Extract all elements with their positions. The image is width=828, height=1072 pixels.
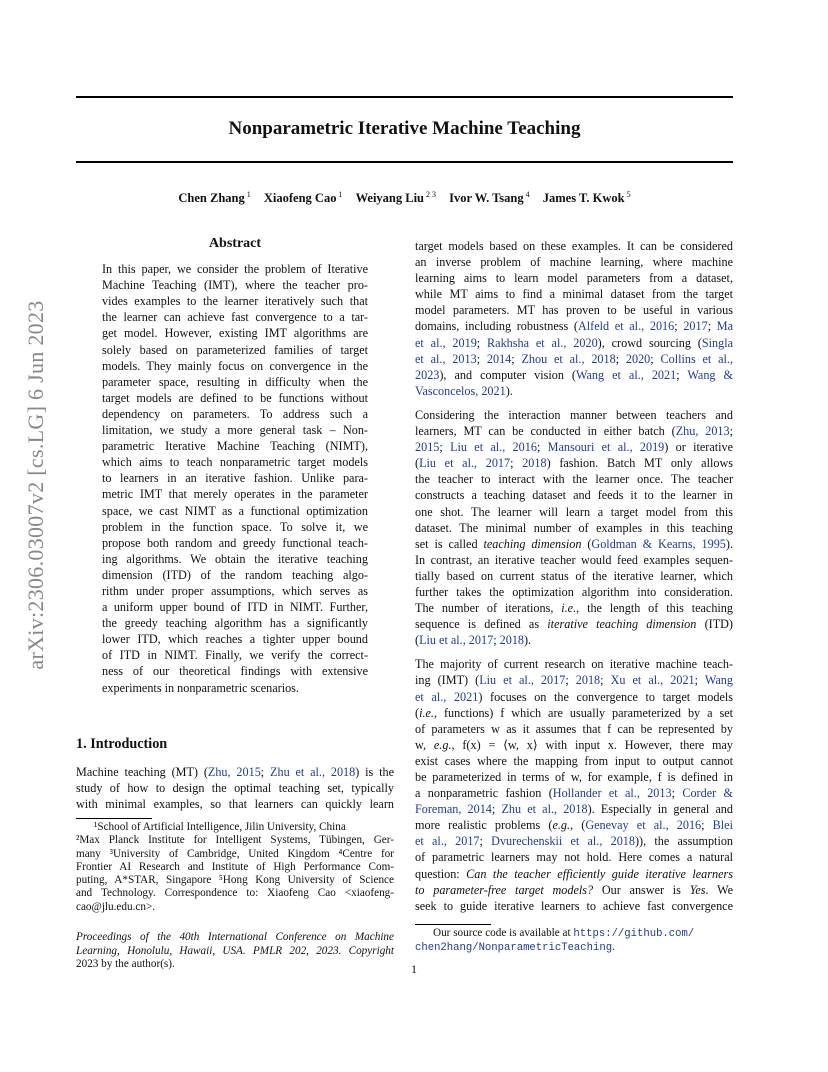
abstract-line: ing algorithms. We obtain the iterative teaching xyxy=(102,551,368,566)
citation-link[interactable]: Xu et al., 2021 xyxy=(610,673,695,688)
citation-link[interactable]: Alfeld et al., 2016 xyxy=(577,319,675,334)
repository-link[interactable]: https://github.com/ xyxy=(573,928,695,940)
abstract-line: propose both random and greedy functional teach- xyxy=(102,535,368,550)
arxiv-identifier-stamp: arXiv:2306.03007v2 [cs.LG] 6 Jun 2023 xyxy=(23,300,48,670)
repository-link[interactable]: chen2hang/NonparametricTeaching xyxy=(415,942,613,955)
abstract-line: dimension (ITD) of the random teaching algo- xyxy=(102,567,368,582)
page-number: 1 xyxy=(411,962,417,976)
title-top-rule xyxy=(76,96,733,98)
abstract-line: dependency on parameters. To address such a xyxy=(102,406,368,421)
citation-link[interactable]: Rakhsha et al., 2020 xyxy=(487,335,598,350)
abstract-line: space, we cast NIMT as a functional optimization xyxy=(102,503,368,518)
citation-link[interactable]: Singla xyxy=(701,335,734,350)
paper-title: Nonparametric Iterative Machine Teaching xyxy=(228,118,581,139)
intro-line: study of how to design the optimal teaching set, typically xyxy=(76,780,394,795)
citation-link[interactable]: 2020 xyxy=(625,351,651,366)
abstract-heading: Abstract xyxy=(208,236,262,251)
citation-link[interactable]: Liu et al., 2017 xyxy=(419,456,511,471)
citation-link[interactable]: Genevay et al., 2016 xyxy=(585,818,702,833)
intro-paragraph xyxy=(76,764,394,812)
title-bottom-rule xyxy=(76,161,733,163)
citation-link[interactable]: et al., 2019 xyxy=(415,335,477,350)
abstract-line: to learners in an iterative fashion. Unlike para- xyxy=(102,471,368,486)
citation-link[interactable]: 2015 xyxy=(415,440,440,455)
citation-link[interactable]: Hollander et al., 2013 xyxy=(552,786,672,801)
citation-link[interactable]: Vasconcelos, 2021 xyxy=(415,383,506,398)
citation-link[interactable]: 2023 xyxy=(415,367,440,382)
abstract-line: lower ITD, which reaches a tighter upper bound xyxy=(102,632,368,647)
citation-link[interactable]: Liu et al., 2016 xyxy=(450,440,537,455)
section-heading-introduction: 1. Introduction xyxy=(76,735,168,752)
abstract-line: vides examples to the learner iteratively such that xyxy=(102,294,368,309)
citation-link[interactable]: 2018 xyxy=(522,456,547,471)
paragraph: The majority of current research on iterative machine teach- ing (IMT) (Liu et al., 2017; 2018; Xu et al., 2021; Wang et al., 2021) focuses on the convergence to target models (i.e., functions) f which are usually parameterized by a set of parameters w as it assumes that f can be represented by w, e.g., f(x) = ⟨w, x⟩ with input x. However, there may exist cases where the mapping from input to output cannot be parameterized in terms of w, for example, f is defined in a nonparametric fashion (Hollander et al., 2013; Corder & Foreman, 2014; Zhu et al., 2018). Especially in general and more realistic problems (e.g., (Genevay et al., 2016; Blei et al., 2017; Dvurechenskii et al., 2018)), the assumption of parametric learners may not hold. Here comes a natural question: Can the teacher efficiently guide iterative learners to parameter-free target models? Our answer is Yes. We seek to guide iterative learners to achieve fast convergence xyxy=(415,657,734,913)
citation-link[interactable]: Dvurechenskii et al., 2018 xyxy=(491,834,635,849)
citation-link[interactable]: Collins et al., xyxy=(660,351,733,366)
footnote-rule xyxy=(415,924,491,925)
author: Weiyang Liu $^{2 3}$ xyxy=(355,190,437,206)
abstract-line: solely based on parameterized families of target xyxy=(102,342,368,357)
citation-link[interactable]: et al., 2013 xyxy=(415,351,477,366)
affiliations-footnote: ¹School of Artificial Intelligence, Jilin University, China ²Max Planck Institute for Intelligent Systems, Tübingen, Ger- many ³University of Cambridge, United Kingdom ⁴Centre for Frontier AI Research and Institute of High Performance Com- puting, A*STAR, Singapore ⁵Hong Kong University of Science and Technology. Correspondence to: Xiaofeng Cao <xiaofeng- cao@jlu.edu.cn>. xyxy=(76,821,394,913)
abstract-line: target models are defined to be functions without xyxy=(102,390,368,405)
abstract-line: a uniform upper bound of ITD in NIMT. Further, xyxy=(102,600,368,615)
abstract-line: Machine Teaching (IMT), where the teacher pro- xyxy=(102,278,368,293)
abstract-line: problem in the function space. To solve it, we xyxy=(102,519,368,534)
citation-link[interactable]: Foreman, 2014 xyxy=(415,802,492,817)
citation-link[interactable]: et al., 2017 xyxy=(415,834,480,849)
abstract-line: get model. However, existing IMT algorithms are xyxy=(102,326,368,341)
author-list xyxy=(76,190,733,206)
author: James T. Kwok $^5$ xyxy=(542,190,631,206)
abstract-line: ness of our theoretical findings with extensive xyxy=(102,664,368,679)
citation-link[interactable]: Zhu et al., 2018 xyxy=(270,764,356,779)
citation-link[interactable]: et al., 2021 xyxy=(415,689,479,704)
citation-link[interactable]: Blei xyxy=(712,818,733,833)
citation-link[interactable]: Wang et al., 2021 xyxy=(575,367,677,382)
abstract-line: experiments in nonparametric scenarios. xyxy=(102,680,299,695)
abstract-line: parametric Iterative Machine Teaching (NIMT), xyxy=(102,439,368,454)
citation-link[interactable]: Corder & xyxy=(682,786,733,801)
author: Chen Zhang $^1$ xyxy=(178,190,251,206)
footnote-rule xyxy=(76,818,152,819)
citation-link[interactable]: 2014 xyxy=(486,351,512,366)
right-column xyxy=(415,238,733,922)
citation-link[interactable]: 2017 xyxy=(683,319,708,334)
abstract-line: of ITD in NIMT. Finally, we verify the correct- xyxy=(102,648,368,663)
abstract-line: In this paper, we consider the problem of Iterative xyxy=(102,262,368,277)
abstract-line: rithm under proper assumptions, which serves as xyxy=(102,583,368,598)
citation-link[interactable]: Zhu, 2015 xyxy=(207,764,261,779)
intro-line: with minimal examples, so that learners can quickly learn xyxy=(76,796,394,811)
author: Ivor W. Tsang $^4$ xyxy=(449,190,530,206)
abstract-body xyxy=(102,261,368,696)
paragraph: Considering the interaction manner between teachers and learners, MT can be conducted in either batch (Zhu, 2013; 2015; Liu et al., 2016; Mansouri et al., 2019) or iterative (Liu et al., 2017; 2018) fashion. Batch MT only allows the teacher to interact with the learner once. The teacher constructs a teaching dataset and feeds it to the learner in one shot. The learner will learn a target model from this dataset. The minimal number of examples in this teaching set is called teaching dimension (Goldman & Kearns, 1995). In contrast, an iterative teacher would feed examples sequen- tially based on current status of the iterative learner, which further takes the optimization algorithm into consideration. The number of iterations, i.e., the length of this teaching sequence is defined as iterative teaching dimension (ITD) (Liu et al., 2017; 2018). xyxy=(415,407,734,648)
citation-link[interactable]: Liu et al., 2017 xyxy=(479,673,566,688)
abstract-line: the learner can achieve fast convergence to a tar- xyxy=(102,310,368,325)
citation-link[interactable]: 2018 xyxy=(499,633,524,648)
citation-link[interactable]: Liu et al., 2017 xyxy=(419,633,494,648)
proceedings-note: Proceedings of the 40th International Conference on Machine Learning, Honolulu, Hawaii, USA. PMLR 202, 2023. Copyright 2023 by the author(s). xyxy=(76,931,394,970)
abstract-line: which aims to teach nonparametric target models xyxy=(102,455,368,470)
citation-link[interactable]: Mansouri et al., 2019 xyxy=(547,440,665,455)
abstract-line: limitation, we study a more general task – Non- xyxy=(102,423,368,438)
abstract-line: models. They mainly focus on convergence in the xyxy=(102,358,368,373)
citation-link[interactable]: Zhu, 2013 xyxy=(675,424,730,439)
intro-line: Machine teaching (MT) (Zhu, 2015; Zhu et al., 2018) is the xyxy=(76,764,395,779)
citation-link[interactable]: 2018 xyxy=(575,673,601,688)
citation-link[interactable]: Zhou et al., 2018 xyxy=(521,351,616,366)
abstract-line: the greedy teaching algorithm has a significantly xyxy=(102,616,368,631)
source-code-footnote: Our source code is available at https://github.com/ chen2hang/NonparametricTeaching. xyxy=(415,927,695,955)
citation-link[interactable]: Goldman & Kearns, 1995 xyxy=(591,536,726,551)
citation-link[interactable]: Wang & xyxy=(687,367,734,382)
citation-link[interactable]: Zhu et al., 2018 xyxy=(501,802,588,817)
abstract-line: parameter space, resulting in difficulty when the xyxy=(102,374,368,389)
paragraph: target models based on these examples. It can be considered an inverse problem of machine learning, where machine learning aims to learn model parameters from a dataset, while MT aims to find a minimal dataset from the target model parameters. MT has proven to be useful in various domains, including robustness (Alfeld et al., 2016; 2017; Ma et al., 2019; Rakhsha et al., 2020), crowd sourcing (Singla et al., 2013; 2014; Zhou et al., 2018; 2020; Collins et al., 2023), and computer vision (Wang et al., 2021; Wang & Vasconcelos, 2021). xyxy=(415,239,734,398)
citation-link[interactable]: Ma xyxy=(716,319,734,334)
abstract-line: metric IMT that merely operates in the parameter xyxy=(102,487,368,502)
author: Xiaofeng Cao $^1$ xyxy=(263,190,343,206)
left-column xyxy=(76,236,394,812)
citation-link[interactable]: Wang xyxy=(704,673,733,688)
